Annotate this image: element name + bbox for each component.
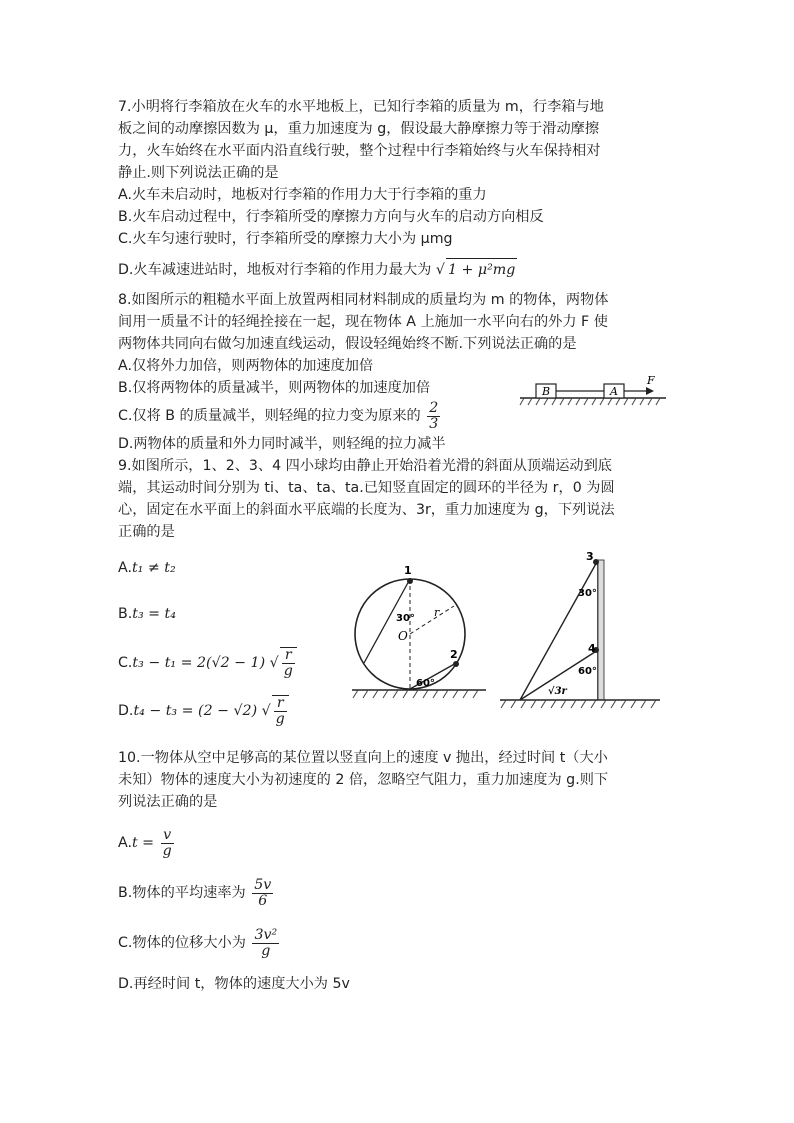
q8-option-d: D.两物体的质量和外力同时减半，则轻绳的拉力减半 <box>118 436 446 452</box>
question-10 <box>118 747 678 995</box>
q7-option-b: B.火车启动过程中，行李箱所受的摩擦力方向与火车的启动方向相反 <box>118 209 544 225</box>
q7-option-a: A.火车未启动时，地板对行李箱的作用力大于行李箱的重力 <box>118 187 487 203</box>
center-label: O <box>398 629 408 643</box>
q9-option-b: B.t₃ = t₄ <box>118 606 176 622</box>
q8-option-a: A.仅将外力加倍，则两物体的加速度加倍 <box>118 358 374 374</box>
label-1: 1 <box>404 564 412 577</box>
ground-hatch <box>520 398 660 405</box>
ground-left-hatch <box>353 690 478 698</box>
q9-stem-line: 9.如图所示，1、2、3、4 四小球均由静止开始沿着光滑的斜面从顶端运动到底 <box>118 458 612 474</box>
q7-stem-line: 静止.则下列说法正确的是 <box>118 165 279 181</box>
q9-option-a: A.t₁ ≠ t₂ <box>118 560 176 576</box>
force-arrowhead <box>646 387 654 395</box>
ground-right-hatch <box>501 700 656 708</box>
block-b-label: B <box>541 385 551 398</box>
q10-stem-line: 未知）物体的速度大小为初速度的 2 倍，忽略空气阻力，重力加速度为 g.则下 <box>118 772 609 788</box>
q10-option-a-fraction: $\frac{v}{g}$ <box>162 826 172 859</box>
ball-1 <box>407 578 413 584</box>
q7-stem-line: 力，火车始终在水平面内沿直线行驶，整个过程中行李箱始终与火车保持相对 <box>118 143 601 159</box>
q10-stem-line: 列说法正确的是 <box>118 794 218 810</box>
q10-stem-line: 10.一物体从空中足够高的某位置以竖直向上的速度 v 抛出，经过时间 t（大小 <box>118 750 608 766</box>
ball-2 <box>453 661 459 667</box>
incline-3 <box>520 560 598 700</box>
q7-stem-line: 7.小明将行李箱放在火车的水平地板上，已知行李箱的质量为 m，行李箱与地 <box>118 99 604 115</box>
incline-angle-mid: 60° <box>578 666 597 677</box>
q9-figure <box>350 548 662 716</box>
angle-bottom-label: 60° <box>416 678 435 689</box>
label-3: 3 <box>586 550 594 563</box>
incline-base-label: √3r <box>548 686 567 697</box>
label-4: 4 <box>588 642 596 655</box>
ball-3 <box>593 559 599 565</box>
pole-body <box>598 560 604 700</box>
exam-page <box>118 96 678 995</box>
q10-option-a: A.t = $\frac{v}{g}$ <box>118 826 172 859</box>
q8-option-c-text: C.仅将 B 的质量减半，则轻绳的拉力变为原来的 <box>118 408 421 424</box>
q7-option-c: C.火车匀速行驶时，行李箱所受的摩擦力大小为 μmg <box>118 231 453 247</box>
q7-option-d: D.火车减速进站时，地板对行李箱的作用力最大为 √ 1 + μ²mg <box>118 258 678 281</box>
q8-stem-line: 8.如图所示的粗糙水平面上放置两相同材料制成的质量均为 m 的物体，两物体 <box>118 292 609 308</box>
q9-option-d-fraction: $\frac{r}{g}$ <box>272 695 289 727</box>
q9-stem-line: 心，固定在水平面上的斜面水平底端的长度为、3r，重力加速度为 g，下列说法 <box>118 502 615 518</box>
q8-option-b: B.仅将两物体的质量减半，则两物体的加速度加倍 <box>118 380 431 396</box>
angle-top-label: 30° <box>396 613 415 624</box>
block-a-label: A <box>610 385 618 398</box>
force-label: F <box>647 374 655 387</box>
q10-option-d: D.再经时间 t，物体的速度大小为 5v <box>118 976 350 992</box>
q8-stem-line: 两物体共同向右做匀加速直线运动，假设轻绳始终不断.下列说法正确的是 <box>118 336 577 352</box>
q8-figure <box>518 372 668 408</box>
q10-option-c: C.物体的位移大小为 $\frac{\text{3v²}}{g}$ <box>118 926 278 959</box>
radius-label: r <box>434 606 440 619</box>
q7-option-d-math: 1 + μ²mg <box>446 258 517 281</box>
radius-line <box>410 606 454 634</box>
q9-option-c-fraction: $\frac{r}{g}$ <box>280 647 297 679</box>
label-2: 2 <box>450 648 458 661</box>
q7-option-d-text: D.火车减速进站时，地板对行李箱的作用力最大为 <box>118 262 432 278</box>
q8-option-c-fraction: $\frac{2}{3}$ <box>429 399 439 432</box>
q9-stem-line: 端，其运动时间分别为 ti、ta、ta、ta.已知竖直固定的圆环的半径为 r，0 为圆 <box>118 480 615 496</box>
q10-option-c-fraction: $\frac{\text{3v²}}{g}$ <box>254 926 278 959</box>
incline-angle-top: 30° <box>578 588 597 599</box>
q9-stem-line: 正确的是 <box>118 524 175 540</box>
q7-stem-line: 板之间的动摩擦因数为 μ，重力加速度为 g，假设最大静摩擦力等于滑动摩擦 <box>118 121 600 137</box>
q10-option-b: B.物体的平均速率为 $\frac{5v}{6}$ <box>118 876 272 909</box>
q9-option-c: C.t₃ − t₁ = 2(√2 − 1) √ $\frac{r}{g}$ <box>118 645 678 681</box>
question-7 <box>118 96 678 281</box>
q9-option-d: D.t₄ − t₃ = (2 − √2) √ $\frac{r}{g}$ <box>118 693 678 729</box>
q8-stem-line: 间用一质量不计的轻绳拴接在一起，现在物体 A 上施加一水平向右的外力 F 使 <box>118 314 608 330</box>
q10-option-b-fraction: $\frac{5v}{6}$ <box>254 876 272 909</box>
